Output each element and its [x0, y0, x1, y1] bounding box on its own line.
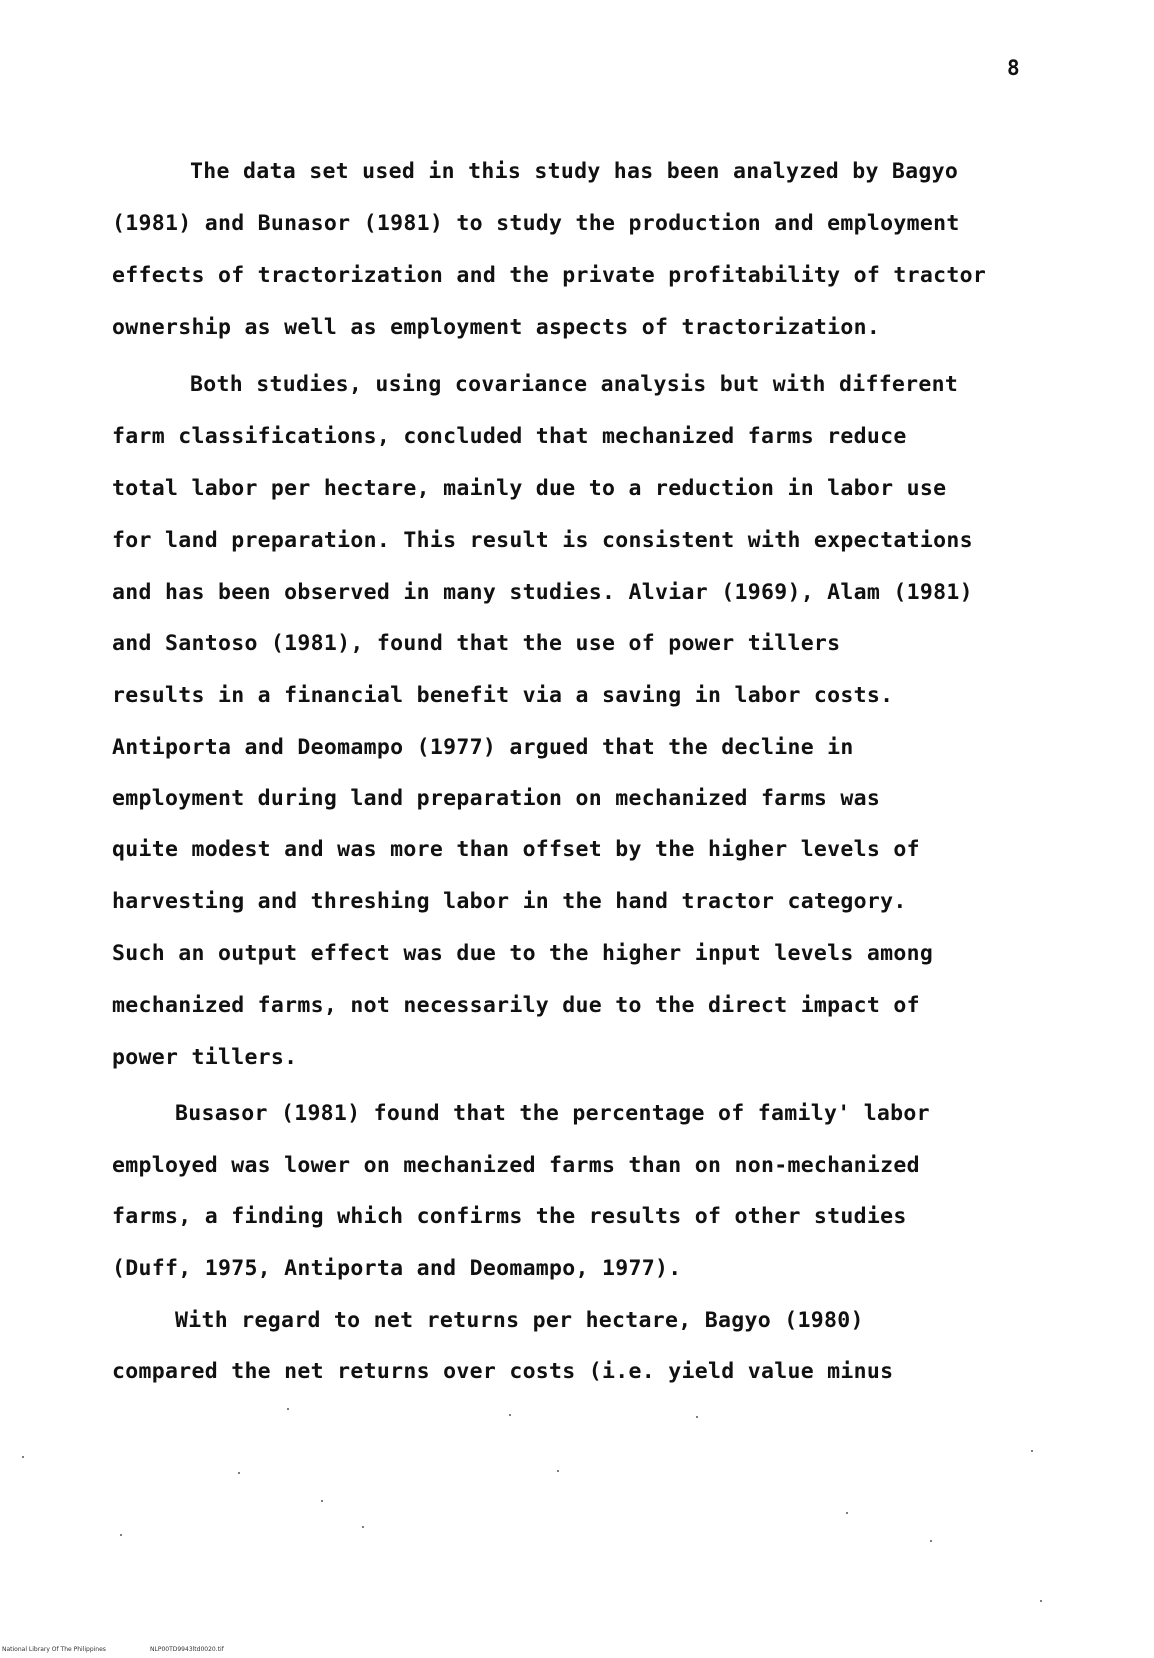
text-line: The data set used in this study has been analyzed by Bagyo: [190, 159, 959, 184]
footer-file: NLP00TD9943ltd0020.tif: [150, 1646, 224, 1653]
scan-speck: [1031, 1450, 1033, 1452]
scan-speck: [1040, 1600, 1042, 1602]
scan-speck: [287, 1408, 289, 1410]
text-line: employed was lower on mechanized farms than on non-mechanized: [112, 1153, 920, 1178]
scan-speck: [509, 1414, 511, 1416]
scan-speck: [557, 1470, 559, 1472]
text-line: (Duff, 1975, Antiporta and Deomampo, 1977).: [112, 1256, 682, 1281]
scan-speck: [846, 1512, 848, 1514]
text-line: Busasor (1981) found that the percentage of family' labor: [175, 1101, 930, 1126]
page-number: 8: [1007, 56, 1020, 80]
text-line: results in a financial benefit via a saving in labor costs.: [112, 683, 894, 708]
text-line: farm classifications, concluded that mechanized farms reduce: [112, 424, 907, 449]
scan-speck: [696, 1416, 698, 1418]
text-line: compared the net returns over costs (i.e. yield value minus: [112, 1359, 894, 1384]
text-line: quite modest and was more than offset by the higher levels of: [112, 837, 920, 862]
text-line: harvesting and threshing labor in the hand tractor category.: [112, 889, 907, 914]
text-line: effects of tractorization and the private profitability of tractor: [112, 263, 987, 288]
footer-library: National Library Of The Philippines: [2, 1646, 106, 1653]
text-line: Antiporta and Deomampo (1977) argued that the decline in: [112, 735, 854, 760]
text-line: mechanized farms, not necessarily due to the direct impact of: [112, 993, 920, 1018]
text-line: With regard to net returns per hectare, Bagyo (1980): [175, 1308, 864, 1333]
text-line: total labor per hectare, mainly due to a reduction in labor use: [112, 476, 947, 501]
text-line: Both studies, using covariance analysis but with different: [190, 372, 959, 397]
text-line: for land preparation. This result is consistent with expectations: [112, 528, 973, 553]
text-line: (1981) and Bunasor (1981) to study the production and employment: [112, 211, 960, 236]
scan-speck: [321, 1500, 323, 1502]
text-line: and Santoso (1981), found that the use of power tillers: [112, 631, 841, 656]
scan-speck: [22, 1456, 24, 1458]
text-line: ownership as well as employment aspects of tractorization.: [112, 315, 881, 340]
text-line: and has been observed in many studies. Alviar (1969), Alam (1981): [112, 580, 973, 605]
text-line: Such an output effect was due to the higher input levels among: [112, 941, 934, 966]
scan-speck: [930, 1540, 932, 1542]
scan-speck: [120, 1534, 122, 1536]
scan-speck: [362, 1526, 364, 1528]
text-line: employment during land preparation on mechanized farms was: [112, 786, 881, 811]
text-line: power tillers.: [112, 1045, 298, 1070]
scan-speck: [238, 1472, 240, 1474]
text-line: farms, a finding which confirms the results of other studies: [112, 1204, 907, 1229]
